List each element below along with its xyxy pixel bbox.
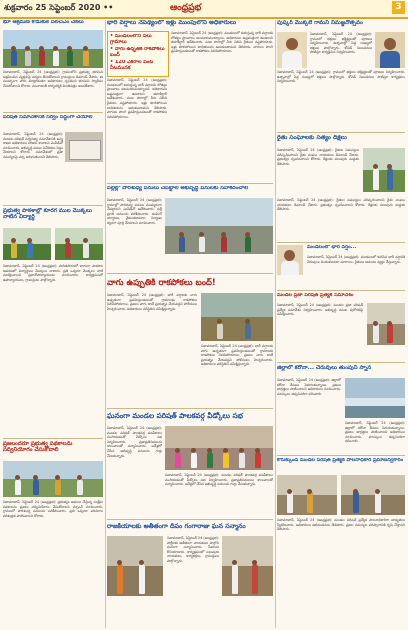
right-story6-text: నిజామాబాద్, సెప్టెంబర్ 24 (ఆంధ్రప్రభ): మండల పరిషత్ ప్రత్యేక పాలనాధికారిగా బాధ్యతలు స్వీకరించారు. అధికారులు అభినందనలు తెలిపారు. ప్రజల సమస్యల పరిష్కారానికి కృషి చేస్తానని తెలిపారు. <box>277 518 405 532</box>
right-story2-headline: రైతు సంఘాలకు సత్యం దీక్షలు <box>277 135 347 141</box>
middle-story5-photo1 <box>107 536 163 596</box>
middle-story5-text: నిజామాబాద్, సెప్టెంబర్ 24 (ఆంధ్రప్రభ): పార్టీలకు అతీతంగా నాయకులు పాల్గొని ఘనంగా సన్మానించారు. సేవలను కొనియాడారు. కార్యక్రమంలో పలువురు నాయకులు, కార్యకర్తలు, గ్రామస్తులు పాల్గొన్నారు. <box>167 536 219 563</box>
right-story2-text-cont: నిజామాబాద్, సెప్టెంబర్ 24 (ఆంధ్రప్రభ): రైతుల సమస్యలు పరిష్కరించాలని రైతు సంఘం నాయకులు డిమాండ్ చేశారు. ప్రభుత్వం స్పందించాలని కోరారు. దీక్షలకు పలువురు మద్దతు తెలిపారు. <box>277 198 405 212</box>
middle-story3-text-cont: నిజామాబాద్, సెప్టెంబర్ 24 (ఆంధ్రప్రభ): భారీ వర్షాలకు వాగు ఉధృతంగా ప్రవహిస్తుండటంతో గ్రామాలకు రాకపోకలు నిలిచిపోయాయి. ప్రజలు వాగు దాటే ప్రయత్నం చేయవద్దని పోలీసులు హెచ్చరించారు. అధికారులు పరిస్థితిని సమీక్షిస్తున్నారు. <box>201 344 273 367</box>
left-story2-headline: పరిషత్ సమావేశానికి సర్వం సిద్ధంగా చేయాలి <box>3 115 93 120</box>
right-story3-text: నిజామాబాద్, సెప్టెంబర్ 24 (ఆంధ్రప్రభ): మండలంలో కురిసిన భారీ వర్షానికి చెరువులు నిండుకుండలా మారాయి. రైతులు ఆనందం వ్యక్తం చేస్తున్నారు. <box>307 255 405 264</box>
right-story5-photo <box>345 378 405 418</box>
middle-lead-headline: భారీ వర్షాలు నేపథ్యంలో ఇళ్లు ముంపులోని అధికారులు <box>107 20 237 26</box>
middle-story2-text: నిజామాబాద్, సెప్టెంబర్ 24 (ఆంధ్రప్రభ): గ్రామాల్లో పారిశుధ్య పనులు ముమ్మరంగా చేపట్టాలని ఎంపీడీవో ఆదేశించారు. పల్లె ప్రగతి పనులను పరిశీలించారు. డంపింగ్ యార్డులు, వైకుంఠధామాల నిర్మాణం త్వరగా పూర్తి చేయాలని సూచించారు. <box>107 198 162 225</box>
middle-story2-headline: పల్లెల్లో పారిశుధ్య పనులు చేపట్టాలి అభివృద్ధి పనులకు సహకరించాలి <box>107 186 249 191</box>
lead-point-1: • మండలంలోని పలు గ్రామాలు <box>110 34 152 45</box>
paper-title: ఆంధ్రప్రభ <box>170 3 202 13</box>
middle-story4-text-cont: నిజామాబాద్, సెప్టెంబర్ 24 (ఆంధ్రప్రభ): మండల పరిషత్ పాలకవర్గ పదవీకాలం ముగియడంతో వీడ్కోలు సభ నిర్వహించారు. ప్రజాప్రతినిధులను శాలువాలతో సన్మానించారు. ఐదేళ్లలో చేసిన అభివృద్ధి పనులను గుర్తు చేసుకున్నారు. <box>165 473 273 487</box>
middle-story2-photo <box>165 198 273 254</box>
left-story1-headline: భూ ఆక్రమణ కొడుకుకే పిలిచిఎం చెకలు <box>3 20 84 25</box>
right-story6-headline: కొరుక్కుండ మండల పరిషత్ ప్రత్యేక పాలనాధికారి ప్రమాణస్వీకారం <box>277 458 404 463</box>
page-number: 3 <box>392 1 405 14</box>
right-story3-headline: మండలంలో భారీ వర్షం... <box>307 245 357 250</box>
right-story6-photo1 <box>277 475 337 515</box>
lead-point-2: • వాగు ఉధృతికి రాకపోకలు బంద్ <box>110 47 165 58</box>
left-story3-text: నిజామాబాద్, సెప్టెంబర్ 24 (ఆంధ్రప్రభ): హరితహారంలో భాగంగా పాఠశాల ఆవరణలో విద్యార్థులు మొక్కలు నాటారు. ప్రతి ఒక్కరూ మొక్కలు నాటి సంరక్షించాలని ప్రధానోపాధ్యాయుడు సూచించారు. కార్యక్రమంలో ఉపాధ్యాయులు, గ్రామస్తులు పాల్గొన్నారు. <box>3 264 103 282</box>
right-story4-text: నిజామాబాద్, సెప్టెంబర్ 24 (ఆంధ్రప్రభ): మండల ప్రజా పరిషత్ ప్రత్యేక సమావేశం నిర్వహించారు. అభివృద్ధి పనుల పురోగతిపై సమీక్షించారు. <box>277 303 363 317</box>
right-story1-headline: పుష్కర్ మొక్కలే గామని నిమజ్జనోత్సవం <box>277 20 363 26</box>
left-story3-photo2 <box>55 228 103 260</box>
right-story2-text: నిజామాబాద్, సెప్టెంబర్ 24 (ఆంధ్రప్రభ): రైతుల సమస్యలు పరిష్కరించాలని రైతు సంఘం నాయకులు డిమాండ్ చేశారు. ప్రభుత్వం స్పందించాలని కోరారు. దీక్షలకు పలువురు మద్దతు తెలిపారు. <box>277 148 359 166</box>
middle-story4-headline: ఘనంగా మండల పరిషత్ పాలకవర్గ వీడ్కోలు సభ <box>107 412 243 420</box>
right-story6-photo2 <box>341 475 405 515</box>
middle-story5-photo2 <box>222 536 273 596</box>
left-story4-headline: ప్రజలందరూ ప్రభుత్వ పథకాలను సద్వినియోగం చేసుకోవాలి <box>3 441 73 454</box>
left-story3-photo1 <box>3 228 51 260</box>
middle-lead-points-box <box>107 31 169 77</box>
right-story1-photo1 <box>277 32 307 68</box>
right-story5-text-cont: నిజామాబాద్, సెప్టెంబర్ 24 (ఆంధ్రప్రభ): జిల్లాలో కరోనా కేసులు పెరుగుతున్నాయి. ప్రజలు జాగ్రత్తలు పాటించాలని అధికారులు సూచించారు. మాస్కులు తప్పనిసరిగా ధరించాలి. <box>345 421 405 444</box>
left-story3-headline: ప్రభుత్వ పాఠశాల్లో కూరగ ముల మొక్కలు నాటిన విద్యార్థి <box>3 208 92 221</box>
middle-story4-photo <box>165 426 273 470</box>
right-story5-text: నిజామాబాద్, సెప్టెంబర్ 24 (ఆంధ్రప్రభ): జిల్లాలో కరోనా కేసులు పెరుగుతున్నాయి. ప్రజలు జాగ్రత్తలు పాటించాలని అధికారులు సూచించారు. మాస్కులు తప్పనిసరిగా ధరించాలి. <box>277 378 341 396</box>
middle-lead-text: నిజామాబాద్, సెప్టెంబర్ 24 (ఆంధ్రప్రభ): మండలంలో కురుస్తున్న భారీ వర్షాలకు లోతట్టు ప్రాంతాలు జలమయమయ్యాయి. అధికారులు అప్రమత్తంగా ఉండాలని తహశీల్దార్ ఆదేశించారు. పంట పొలాల్లో నీరు నిలిచి రైతులు నష్టపోయారు. ఇళ్లు కూలిపోయిన బాధితులను ఆదుకుంటామని తెలిపారు. వాగులు పొంగి ప్రవహిస్తుండటంతో రాకపోకలు నిలిచిపోయాయి. <box>171 31 273 54</box>
right-story1-text: నిజామాబాద్, సెప్టెంబర్ 24 (ఆంధ్రప్రభ): గ్రామంలో భక్తులు భక్తిశ్రద్ధలతో పూజలు నిర్వహించారు. ఉత్సవాల్లో పెద్ద సంఖ్యలో భక్తులు పాల్గొన్నారు. కోవిడ్ నిబంధనలు పాటిస్తూ కార్యక్రమం నిర్వహించారు. <box>277 70 405 84</box>
issue-date: శుక్రవారం 25 సెప్టెంబర్ 2020 •• <box>4 3 114 12</box>
left-story4-photo <box>3 461 103 497</box>
middle-story3-headline: వాగు ఉప్పుతికి రాకపోకలు బంద్! <box>107 278 216 287</box>
masthead <box>0 0 408 19</box>
middle-lead-text-cont: నిజామాబాద్, సెప్టెంబర్ 24 (ఆంధ్రప్రభ): మండలంలో కురుస్తున్న భారీ వర్షాలకు లోతట్టు ప్రాంతాలు జలమయమయ్యాయి. అధికారులు అప్రమత్తంగా ఉండాలని తహశీల్దార్ ఆదేశించారు. పంట పొలాల్లో నీరు నిలిచి రైతులు నష్టపోయారు. ఇళ్లు కూలిపోయిన బాధితులను ఆదుకుంటామని తెలిపారు. వాగులు పొంగి ప్రవహిస్తుండటంతో రాకపోకలు నిలిచిపోయాయి. <box>107 78 167 119</box>
right-story4-headline: మండల ప్రజా పరిషత్ ప్రత్యేక సమావేశం <box>277 293 354 298</box>
right-story3-photo <box>277 245 303 275</box>
left-story1-photo <box>3 30 103 68</box>
right-story1-text-side: నిజామాబాద్, సెప్టెంబర్ 24 (ఆంధ్రప్రభ): గ్రామంలో భక్తులు భక్తిశ్రద్ధలతో పూజలు నిర్వహించారు. ఉత్సవాల్లో పెద్ద సంఖ్యలో భక్తులు పాల్గొన్నారు. కోవిడ్ నిబంధనలు పాటిస్తూ కార్యక్రమం నిర్వహించారు. <box>310 32 372 55</box>
right-story5-headline: జిల్లాలో కరోనా... చెరువులు తుంపుని స్నాన <box>277 365 372 371</box>
middle-story3-photo <box>201 293 273 341</box>
right-story1-photo2 <box>375 32 405 68</box>
right-story2-photo <box>363 148 405 192</box>
left-story2-text: నిజామాబాద్, సెప్టెంబర్ 24 (ఆంధ్రప్రభ): మండల పరిషత్ సర్వసభ్య సమావేశానికి అన్ని శాఖల అధికారులు హాజరు కావాలని ఎంపీడీవో సూచించారు. అభివృద్ధి పనుల నివేదికలు సిద్ధం చేయాలని కోరారు. సమావేశంలో ప్రజా సమస్యలపై చర్చ జరుగుతుందని తెలిపారు. <box>3 132 63 159</box>
right-story4-photo <box>367 303 405 345</box>
left-story4-text: నిజామాబాద్, సెప్టెంబర్ 24 (ఆంధ్రప్రభ): ప్రభుత్వం అమలు చేస్తున్న సంక్షేమ పథకాలను ప్రజలు సద్వినియోగం చేసుకోవాలని సర్పంచ్ సూచించారు. గ్రామంలో పారిశుధ్య పనులను పరిశీలించారు. ప్రతి ఒక్కరూ పరిసరాల పరిశుభ్రత పాటించాలని కోరారు. <box>3 500 103 518</box>
middle-story4-text: నిజామాబాద్, సెప్టెంబర్ 24 (ఆంధ్రప్రభ): మండల పరిషత్ పాలకవర్గ పదవీకాలం ముగియడంతో వీడ్కోలు సభ నిర్వహించారు. ప్రజాప్రతినిధులను శాలువాలతో సన్మానించారు. ఐదేళ్లలో చేసిన అభివృద్ధి పనులను గుర్తు చేసుకున్నారు. <box>107 426 162 458</box>
middle-story3-text: నిజామాబాద్, సెప్టెంబర్ 24 (ఆంధ్రప్రభ): భారీ వర్షాలకు వాగు ఉధృతంగా ప్రవహిస్తుండటంతో గ్రామాలకు రాకపోకలు నిలిచిపోయాయి. ప్రజలు వాగు దాటే ప్రయత్నం చేయవద్దని పోలీసులు హెచ్చరించారు. అధికారులు పరిస్థితిని సమీక్షిస్తున్నారు. <box>107 293 197 311</box>
middle-story5-headline: రాజకీయాలకు అతీతంగా దీపం గంగారాజు ఘన సన్మానం <box>107 523 246 530</box>
left-story1-text: నిజామాబాద్, సెప్టెంబర్ 24 (ఆంధ్రప్రభ): గ్రామంలోని ప్రభుత్వ భూమిని ఆక్రమించిన వ్యక్తులపై చర్యలు తీసుకోవాలని గ్రామస్తులు డిమాండ్ చేశారు. ఈ సందర్భంగా వారు మాట్లాడుతూ అధికారులు స్పందించి భూమిని స్వాధీనం చేసుకోవాలని కోరారు. పంచాయతీ కార్యదర్శికి వినతిపత్రం అందజేశారు. <box>3 70 103 88</box>
left-story2-photo <box>65 132 103 162</box>
lead-point-3: • 120 ఎకరాల పంట నీటమునక <box>110 60 154 71</box>
